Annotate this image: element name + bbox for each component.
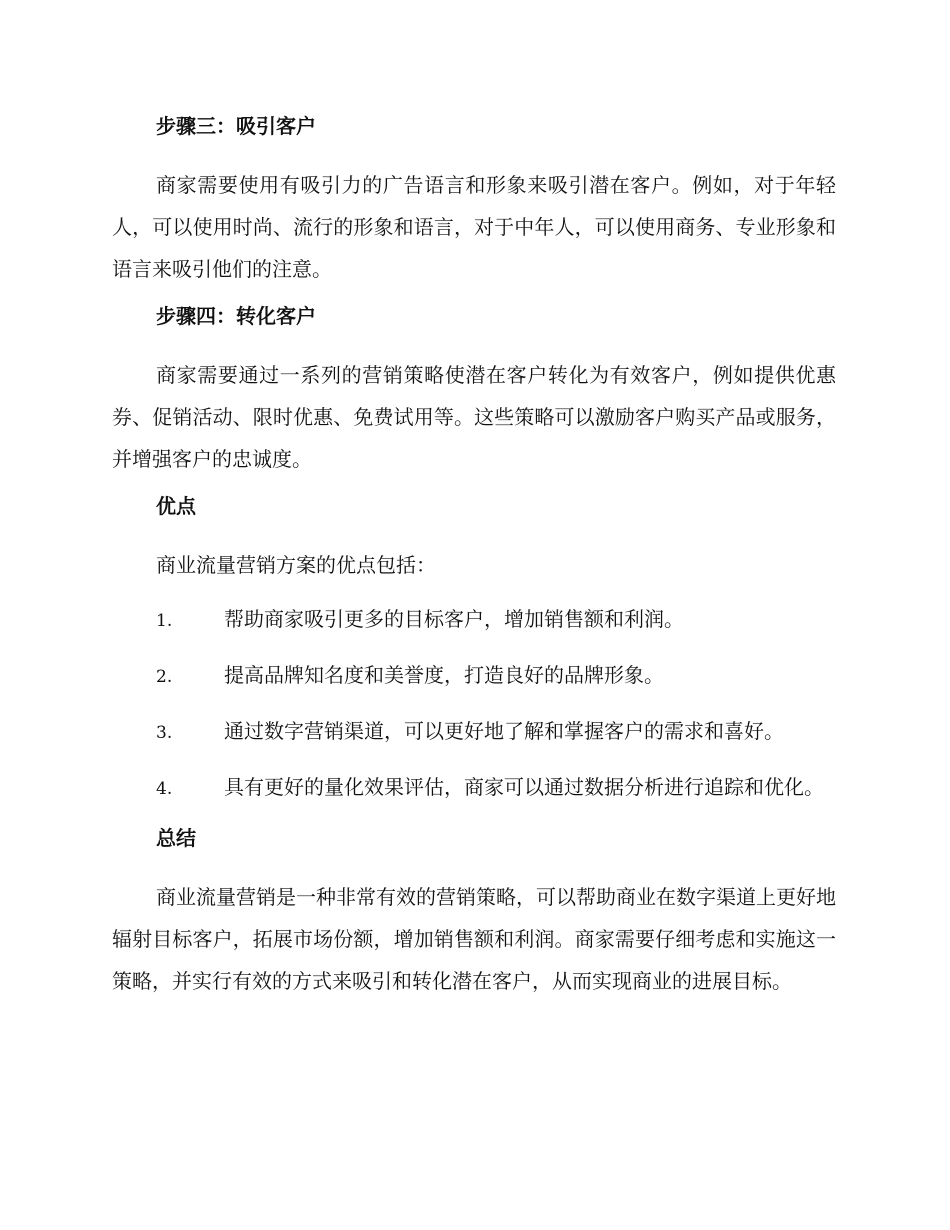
section-heading-step3: 步骤三：吸引客户 [156, 114, 316, 138]
list-item-text: 具有更好的量化效果评估，商家可以通过数据分析进行追踪和优化。 [224, 775, 824, 799]
paragraph-step3: 商家需要使用有吸引力的广告语言和形象来吸引潜在客户。例如，对于年轻人，可以使用时尚、流行的形象和语言，对于中年人，可以使用商务、专业形象和语言来吸引他们的注意。 [112, 173, 836, 281]
list-item-number: 1. [156, 611, 173, 631]
list-item [112, 654, 836, 698]
paragraph-summary: 商业流量营销是一种非常有效的营销策略，可以帮助商业在数字渠道上更好地辐射目标客户，拓展市场份额，增加销售额和利润。商家需要仔细考虑和实施这一策略，并实行有效的方式来吸引和转化潜在客户，从而实现商业的进展目标。 [112, 885, 836, 993]
list-item [112, 766, 836, 810]
advantages-intro: 商业流量营销方案的优点包括： [156, 553, 436, 577]
section-heading-summary: 总结 [156, 826, 196, 850]
list-item-number: 3. [156, 723, 173, 743]
section-heading-advantages: 优点 [156, 494, 196, 518]
list-item-number: 2. [156, 667, 173, 687]
list-item-text: 提高品牌知名度和美誉度，打造良好的品牌形象。 [224, 663, 664, 687]
section-heading-step4: 步骤四：转化客户 [156, 304, 316, 328]
list-item [112, 598, 836, 642]
list-item [112, 710, 836, 754]
list-item-text: 帮助商家吸引更多的目标客户，增加销售额和利润。 [224, 607, 684, 631]
list-item-text: 通过数字营销渠道，可以更好地了解和掌握客户的需求和喜好。 [224, 719, 784, 743]
paragraph-step4: 商家需要通过一系列的营销策略使潜在客户转化为有效客户，例如提供优惠券、促销活动、限时优惠、免费试用等。这些策略可以激励客户购买产品或服务，并增强客户的忠诚度。 [112, 363, 836, 471]
document-content [112, 110, 836, 1012]
list-item-number: 4. [156, 779, 173, 799]
